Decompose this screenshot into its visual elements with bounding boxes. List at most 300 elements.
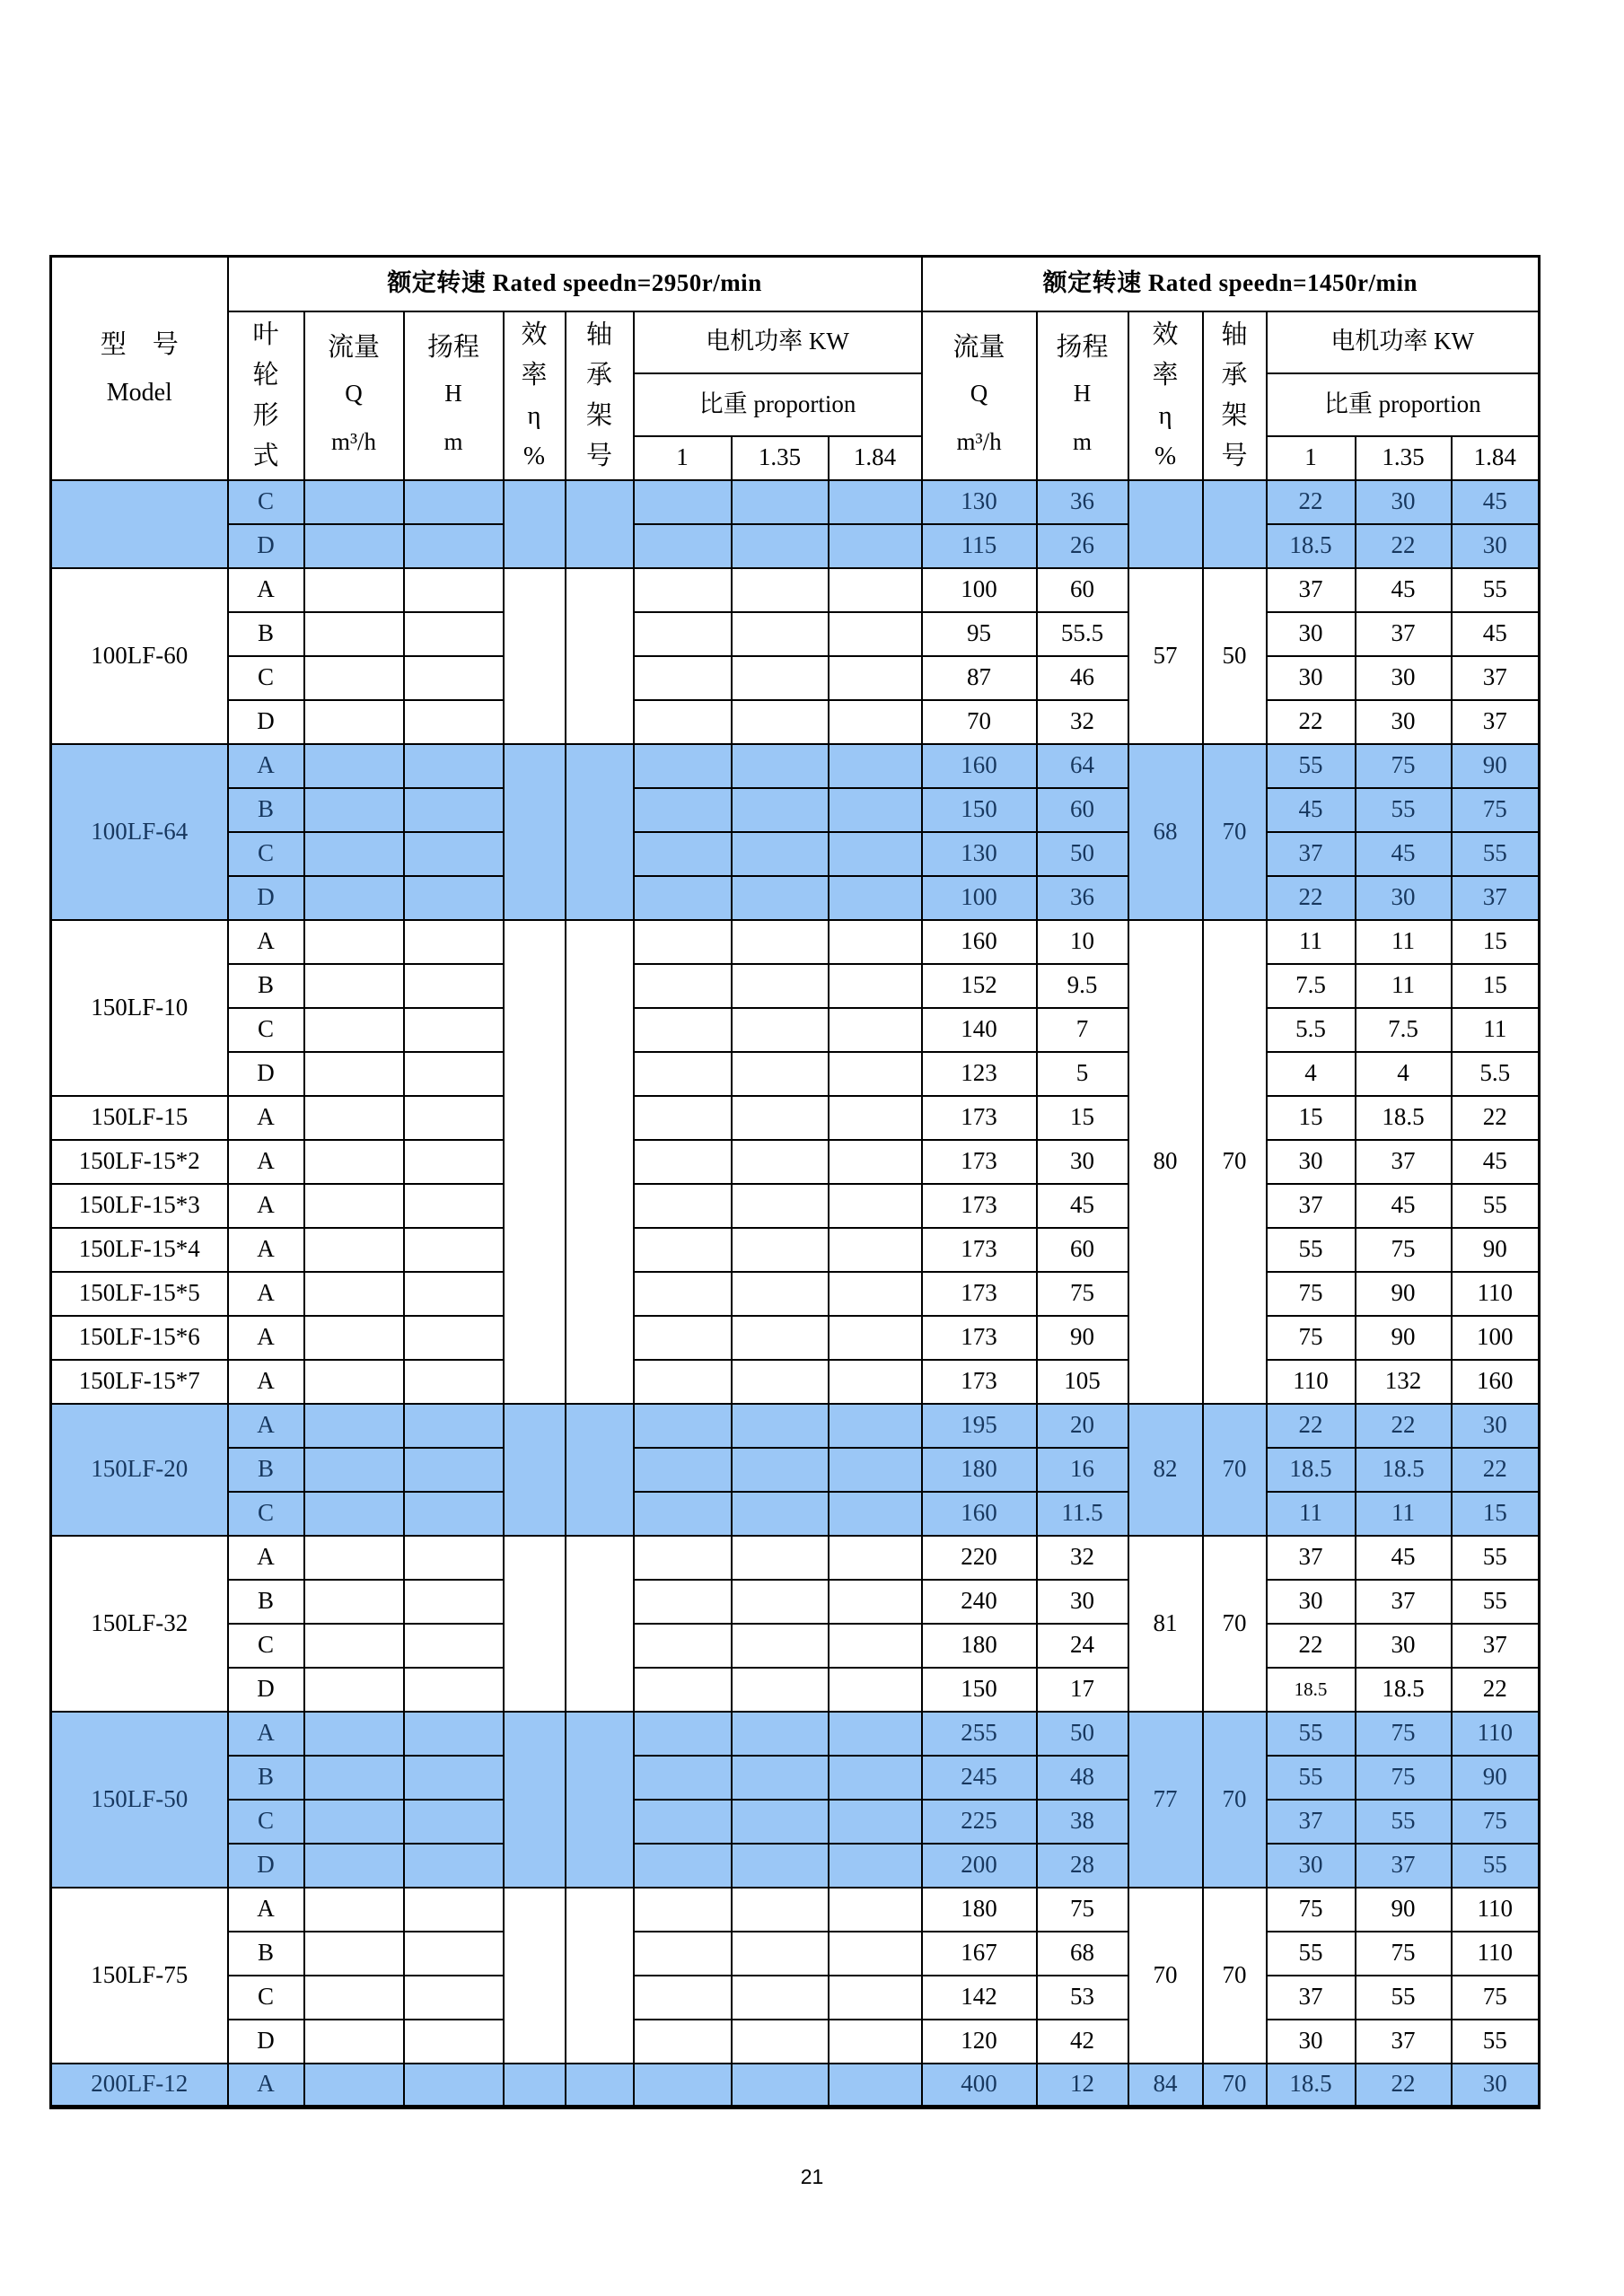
flow-2950-header: [304, 311, 404, 480]
flow-2950-cell: [304, 1008, 404, 1052]
flow-1450-cell: 150: [922, 788, 1037, 832]
power-135-2950-cell: [732, 1580, 829, 1624]
power-184-2950-cell: [829, 656, 922, 700]
flow-1450-cell: 95: [922, 612, 1037, 656]
power-184-1450-cell: 37: [1452, 876, 1540, 920]
power-1-1450-cell: 11: [1267, 1492, 1356, 1536]
power-184-1450-cell: 37: [1452, 656, 1540, 700]
power-135-2950-cell: [732, 2064, 829, 2108]
impeller-cell: C: [228, 1800, 304, 1844]
flow-cn-label: 流量: [952, 332, 1005, 362]
power-1-2950-cell: [634, 1184, 732, 1228]
power-1-1450-cell: 37: [1267, 1800, 1356, 1844]
bearing-1450-cell: 70: [1203, 1712, 1267, 1888]
power-135-2950-cell: [732, 1976, 829, 2020]
flow-2950-cell: [304, 1580, 404, 1624]
flow-1450-cell: 160: [922, 744, 1037, 788]
flow-1450-cell: 255: [922, 1712, 1037, 1756]
power-135-1450-cell: 37: [1356, 1844, 1452, 1888]
power-184-2950-cell: [829, 832, 922, 876]
head-1450-cell: 48: [1037, 1756, 1128, 1800]
power-184-2950-cell: [829, 1844, 922, 1888]
power-1-2950-cell: [634, 1404, 732, 1448]
impeller-cell: D: [228, 2020, 304, 2064]
power-135-1450-cell: 90: [1356, 1888, 1452, 1932]
power-1-2950-cell: [634, 524, 732, 568]
head-2950-cell: [404, 2064, 504, 2108]
flow-1450-cell: 240: [922, 1580, 1037, 1624]
efficiency-1450-cell: 80: [1128, 920, 1203, 1404]
table-row: [51, 1008, 1540, 1052]
table-row: [51, 1228, 1540, 1272]
table-row: [51, 2020, 1540, 2064]
power-135-2950-cell: [732, 524, 829, 568]
head-2950-cell: [404, 964, 504, 1008]
bearing-2950-cell: [566, 920, 634, 1404]
power-184-1450-cell: 45: [1452, 480, 1540, 524]
rated-speed-1450-header: 额定转速 Rated speedn=1450r/min: [922, 257, 1540, 311]
efficiency-2950-cell: [504, 744, 566, 920]
power-184-2950-cell: [829, 876, 922, 920]
power-1-2950-cell: [634, 1580, 732, 1624]
table-row: [51, 1316, 1540, 1360]
flow-1450-cell: 140: [922, 1008, 1037, 1052]
head-2950-cell: [404, 656, 504, 700]
power-184-1450-cell: 11: [1452, 1008, 1540, 1052]
impeller-cell: C: [228, 480, 304, 524]
efficiency-1450-cell: 57: [1128, 568, 1203, 744]
flow-1450-cell: 173: [922, 1360, 1037, 1404]
flow-2950-cell: [304, 1360, 404, 1404]
power-184-2950-cell: [829, 568, 922, 612]
ratio-135-2950-header: 1.35: [732, 436, 829, 480]
model-cell: 150LF-15*2: [51, 1140, 228, 1184]
flow-2950-cell: [304, 1888, 404, 1932]
power-1-1450-cell: 7.5: [1267, 964, 1356, 1008]
impeller-cell: A: [228, 1096, 304, 1140]
head-2950-cell: [404, 1404, 504, 1448]
table-row: [51, 1932, 1540, 1976]
impeller-cell: B: [228, 1448, 304, 1492]
power-1-1450-cell: 30: [1267, 656, 1356, 700]
bearing-1450-cell: 70: [1203, 920, 1267, 1404]
power-135-2950-cell: [732, 744, 829, 788]
flow-2950-cell: [304, 612, 404, 656]
power-1-2950-cell: [634, 832, 732, 876]
power-1-1450-cell: 75: [1267, 1272, 1356, 1316]
power-135-2950-cell: [732, 832, 829, 876]
head-1450-cell: 75: [1037, 1888, 1128, 1932]
head-2950-cell: [404, 1140, 504, 1184]
power-184-1450-cell: 90: [1452, 1228, 1540, 1272]
power-184-1450-cell: 110: [1452, 1272, 1540, 1316]
power-184-2950-cell: [829, 612, 922, 656]
power-184-1450-cell: 75: [1452, 1976, 1540, 2020]
flow-2950-cell: [304, 1976, 404, 2020]
flow-1450-cell: 180: [922, 1888, 1037, 1932]
power-1-2950-cell: [634, 1888, 732, 1932]
power-135-2950-cell: [732, 1492, 829, 1536]
impeller-cell: C: [228, 1492, 304, 1536]
power-135-1450-cell: 22: [1356, 524, 1452, 568]
bearing-2950-cell: [566, 480, 634, 568]
table-row: [51, 832, 1540, 876]
power-184-2950-cell: [829, 1052, 922, 1096]
flow-1450-cell: 200: [922, 1844, 1037, 1888]
head-2950-cell: [404, 1932, 504, 1976]
power-1-2950-cell: [634, 1052, 732, 1096]
power-135-1450-cell: 37: [1356, 1580, 1452, 1624]
head-2950-cell: [404, 832, 504, 876]
flow-1450-cell: 100: [922, 568, 1037, 612]
power-184-2950-cell: [829, 1184, 922, 1228]
head-1450-cell: 36: [1037, 480, 1128, 524]
power-1-2950-cell: [634, 1800, 732, 1844]
power-135-1450-cell: 45: [1356, 568, 1452, 612]
model-cell: 200LF-12: [51, 2064, 228, 2108]
power-184-1450-cell: 45: [1452, 1140, 1540, 1184]
power-135-1450-cell: 37: [1356, 612, 1452, 656]
efficiency-2950-cell: [504, 1536, 566, 1712]
ratio-184-2950-header: 1.84: [829, 436, 922, 480]
power-184-2950-cell: [829, 744, 922, 788]
power-135-2950-cell: [732, 1096, 829, 1140]
impeller-cell: D: [228, 700, 304, 744]
flow-2950-cell: [304, 1536, 404, 1580]
power-135-1450-cell: 30: [1356, 656, 1452, 700]
power-184-1450-cell: 55: [1452, 1184, 1540, 1228]
bearing-2950-cell: [566, 1888, 634, 2064]
flow-1450-cell: 130: [922, 832, 1037, 876]
power-135-2950-cell: [732, 1272, 829, 1316]
model-column-header: [51, 257, 228, 480]
power-135-1450-cell: 22: [1356, 2064, 1452, 2108]
flow-2950-cell: [304, 1448, 404, 1492]
power-1-2950-cell: [634, 964, 732, 1008]
power-184-1450-cell: 45: [1452, 612, 1540, 656]
table-row: [51, 1272, 1540, 1316]
flow-2950-cell: [304, 480, 404, 524]
table-row: [51, 612, 1540, 656]
power-135-2950-cell: [732, 1448, 829, 1492]
table-row: [51, 1096, 1540, 1140]
power-135-2950-cell: [732, 1360, 829, 1404]
head-2950-cell: [404, 480, 504, 524]
power-1-2950-cell: [634, 1448, 732, 1492]
impeller-cell: D: [228, 1668, 304, 1712]
flow-2950-cell: [304, 1184, 404, 1228]
power-184-1450-cell: 30: [1452, 2064, 1540, 2108]
power-1-1450-cell: 55: [1267, 1756, 1356, 1800]
head-1450-cell: 53: [1037, 1976, 1128, 2020]
power-1-1450-cell: 55: [1267, 1712, 1356, 1756]
impeller-cell: A: [228, 2064, 304, 2108]
bearing-2950-cell: [566, 1536, 634, 1712]
impeller-cell: A: [228, 1140, 304, 1184]
table-row: [51, 1668, 1540, 1712]
head-1450-cell: 16: [1037, 1448, 1128, 1492]
power-184-2950-cell: [829, 1228, 922, 1272]
power-1-2950-cell: [634, 2020, 732, 2064]
head-2950-cell: [404, 1844, 504, 1888]
efficiency-2950-cell: [504, 568, 566, 744]
power-135-1450-cell: 37: [1356, 2020, 1452, 2064]
power-1-1450-cell: 22: [1267, 700, 1356, 744]
power-184-2950-cell: [829, 1536, 922, 1580]
power-1-1450-cell: 15: [1267, 1096, 1356, 1140]
flow-1450-cell: 225: [922, 1800, 1037, 1844]
flow-1450-cell: 400: [922, 2064, 1037, 2108]
model-cell: 150LF-15*7: [51, 1360, 228, 1404]
flow-1450-cell: 195: [922, 1404, 1037, 1448]
power-135-1450-cell: 7.5: [1356, 1008, 1452, 1052]
head-1450-cell: 60: [1037, 1228, 1128, 1272]
power-184-2950-cell: [829, 1624, 922, 1668]
power-184-1450-cell: 110: [1452, 1888, 1540, 1932]
impeller-cell: B: [228, 612, 304, 656]
impeller-cell: C: [228, 1624, 304, 1668]
head-2950-header: [404, 311, 504, 480]
table-row: [51, 1140, 1540, 1184]
flow-1450-cell: 167: [922, 1932, 1037, 1976]
power-184-2950-cell: [829, 1492, 922, 1536]
model-cell: 100LF-64: [51, 744, 228, 920]
head-2950-cell: [404, 1008, 504, 1052]
head-2950-cell: [404, 1316, 504, 1360]
power-135-1450-cell: 11: [1356, 920, 1452, 964]
power-1-1450-cell: 22: [1267, 480, 1356, 524]
head-1450-cell: 55.5: [1037, 612, 1128, 656]
power-184-2950-cell: [829, 2064, 922, 2108]
bearing-2950-header: 轴 承 架 号: [566, 311, 634, 480]
flow-1450-cell: 173: [922, 1096, 1037, 1140]
head-2950-cell: [404, 1184, 504, 1228]
power-184-2950-cell: [829, 964, 922, 1008]
table-row: [51, 788, 1540, 832]
model-cell: 150LF-10: [51, 920, 228, 1096]
model-cell: 150LF-15*5: [51, 1272, 228, 1316]
head-1450-header: [1037, 311, 1128, 480]
flow-2950-cell: [304, 876, 404, 920]
bearing-1450-header: 轴 承 架 号: [1203, 311, 1267, 480]
power-135-2950-cell: [732, 700, 829, 744]
power-1-2950-cell: [634, 2064, 732, 2108]
power-1-2950-cell: [634, 1492, 732, 1536]
table-row: [51, 1756, 1540, 1800]
bearing-1450-cell: 70: [1203, 1888, 1267, 2064]
power-1-1450-cell: 18.5: [1267, 2064, 1356, 2108]
head-1450-cell: 45: [1037, 1184, 1128, 1228]
power-184-2950-cell: [829, 1712, 922, 1756]
efficiency-1450-cell: 81: [1128, 1536, 1203, 1712]
head-2950-cell: [404, 1228, 504, 1272]
power-1-1450-cell: 18.5: [1267, 1668, 1356, 1712]
head-2950-cell: [404, 1096, 504, 1140]
power-1-2950-cell: [634, 1272, 732, 1316]
power-135-1450-cell: 30: [1356, 700, 1452, 744]
power-135-1450-cell: 132: [1356, 1360, 1452, 1404]
impeller-cell: B: [228, 1756, 304, 1800]
table-row: [51, 1360, 1540, 1404]
power-1-1450-cell: 75: [1267, 1888, 1356, 1932]
power-1-2950-cell: [634, 1844, 732, 1888]
power-1-1450-cell: 110: [1267, 1360, 1356, 1404]
power-135-2950-cell: [732, 1184, 829, 1228]
power-1-1450-cell: 5.5: [1267, 1008, 1356, 1052]
model-cell: 150LF-15: [51, 1096, 228, 1140]
power-184-1450-cell: 22: [1452, 1448, 1540, 1492]
model-cell: 150LF-20: [51, 1404, 228, 1536]
power-1-1450-cell: 30: [1267, 612, 1356, 656]
table-row: [51, 1580, 1540, 1624]
flow-1450-cell: 160: [922, 920, 1037, 964]
power-184-2950-cell: [829, 700, 922, 744]
flow-2950-cell: [304, 1932, 404, 1976]
table-row: [51, 1184, 1540, 1228]
power-135-1450-cell: 45: [1356, 1184, 1452, 1228]
power-1-1450-cell: 55: [1267, 744, 1356, 788]
impeller-cell: B: [228, 964, 304, 1008]
power-184-1450-cell: 90: [1452, 1756, 1540, 1800]
power-184-1450-cell: 55: [1452, 1844, 1540, 1888]
power-1-1450-cell: 30: [1267, 1140, 1356, 1184]
flow-symbol-label: Q: [345, 379, 363, 407]
power-135-2950-cell: [732, 788, 829, 832]
power-184-1450-cell: 30: [1452, 1404, 1540, 1448]
power-135-1450-cell: 55: [1356, 1800, 1452, 1844]
flow-unit-label: m³/h: [956, 427, 1002, 455]
power-135-2950-cell: [732, 480, 829, 524]
power-135-1450-cell: 37: [1356, 1140, 1452, 1184]
impeller-cell: C: [228, 1008, 304, 1052]
power-184-1450-cell: 5.5: [1452, 1052, 1540, 1096]
proportion-1450-header: 比重 proportion: [1267, 373, 1540, 436]
bearing-2950-cell: [566, 744, 634, 920]
model-cell: [51, 480, 228, 568]
head-2950-cell: [404, 1272, 504, 1316]
power-184-1450-cell: 110: [1452, 1932, 1540, 1976]
impeller-cell: D: [228, 1844, 304, 1888]
efficiency-2950-cell: [504, 1712, 566, 1888]
power-1-1450-cell: 75: [1267, 1316, 1356, 1360]
power-135-1450-cell: 75: [1356, 1228, 1452, 1272]
table-row: [51, 2064, 1540, 2108]
head-2950-cell: [404, 1712, 504, 1756]
flow-2950-cell: [304, 788, 404, 832]
power-135-2950-cell: [732, 1140, 829, 1184]
impeller-cell: A: [228, 1228, 304, 1272]
rated-speed-2950-header: 额定转速 Rated speedn=2950r/min: [228, 257, 922, 311]
power-1-2950-cell: [634, 568, 732, 612]
head-2950-cell: [404, 876, 504, 920]
power-184-2950-cell: [829, 1888, 922, 1932]
power-135-2950-cell: [732, 1228, 829, 1272]
efficiency-2950-cell: [504, 1888, 566, 2064]
power-135-1450-cell: 22: [1356, 1404, 1452, 1448]
head-2950-cell: [404, 700, 504, 744]
table-row: [51, 1976, 1540, 2020]
power-184-1450-cell: 55: [1452, 568, 1540, 612]
power-184-1450-cell: 110: [1452, 1712, 1540, 1756]
head-1450-cell: 75: [1037, 1272, 1128, 1316]
power-135-2950-cell: [732, 1712, 829, 1756]
power-184-2950-cell: [829, 480, 922, 524]
pump-spec-table: [49, 255, 1541, 2109]
flow-1450-cell: 130: [922, 480, 1037, 524]
flow-2950-cell: [304, 1800, 404, 1844]
head-2950-cell: [404, 568, 504, 612]
impeller-cell: A: [228, 920, 304, 964]
power-135-2950-cell: [732, 920, 829, 964]
efficiency-1450-cell: 82: [1128, 1404, 1203, 1536]
head-2950-cell: [404, 1668, 504, 1712]
power-135-2950-cell: [732, 1888, 829, 1932]
ratio-184-1450-header: 1.84: [1452, 436, 1540, 480]
table-row: [51, 1712, 1540, 1756]
table-body: [51, 480, 1540, 2108]
flow-2950-cell: [304, 832, 404, 876]
head-2950-cell: [404, 1360, 504, 1404]
ratio-1-1450-header: 1: [1267, 436, 1356, 480]
head-1450-cell: 105: [1037, 1360, 1128, 1404]
head-2950-cell: [404, 1492, 504, 1536]
power-184-2950-cell: [829, 1580, 922, 1624]
impeller-cell: A: [228, 1536, 304, 1580]
head-1450-cell: 42: [1037, 2020, 1128, 2064]
head-1450-cell: 32: [1037, 1536, 1128, 1580]
impeller-cell: B: [228, 788, 304, 832]
flow-2950-cell: [304, 2064, 404, 2108]
proportion-2950-header: 比重 proportion: [634, 373, 922, 436]
power-1-2950-cell: [634, 1932, 732, 1976]
power-135-1450-cell: 75: [1356, 1756, 1452, 1800]
impeller-type-header: 叶 轮 形 式: [228, 311, 304, 480]
flow-1450-cell: 152: [922, 964, 1037, 1008]
table-row: [51, 1536, 1540, 1580]
power-135-2950-cell: [732, 1624, 829, 1668]
model-cell: 150LF-15*6: [51, 1316, 228, 1360]
flow-2950-cell: [304, 1316, 404, 1360]
power-135-2950-cell: [732, 656, 829, 700]
flow-1450-cell: 120: [922, 2020, 1037, 2064]
power-184-1450-cell: 37: [1452, 1624, 1540, 1668]
head-unit-label: m: [1073, 427, 1093, 455]
table-row: [51, 568, 1540, 612]
bearing-2950-cell: [566, 568, 634, 744]
power-1-1450-cell: 55: [1267, 1932, 1356, 1976]
power-135-1450-cell: 11: [1356, 1492, 1452, 1536]
head-2950-cell: [404, 1888, 504, 1932]
power-135-1450-cell: 18.5: [1356, 1668, 1452, 1712]
head-2950-cell: [404, 1756, 504, 1800]
flow-1450-cell: 173: [922, 1272, 1037, 1316]
flow-2950-cell: [304, 1052, 404, 1096]
impeller-cell: A: [228, 1360, 304, 1404]
bearing-1450-cell: 50: [1203, 568, 1267, 744]
power-135-1450-cell: 75: [1356, 1932, 1452, 1976]
impeller-cell: A: [228, 744, 304, 788]
power-1-1450-cell: 22: [1267, 876, 1356, 920]
table-row: [51, 1844, 1540, 1888]
power-184-1450-cell: 30: [1452, 524, 1540, 568]
flow-1450-cell: 100: [922, 876, 1037, 920]
efficiency-2950-cell: [504, 480, 566, 568]
model-cell: 150LF-75: [51, 1888, 228, 2064]
head-1450-cell: 50: [1037, 1712, 1128, 1756]
efficiency-1450-header: 效 率 η %: [1128, 311, 1203, 480]
power-135-1450-cell: 30: [1356, 1624, 1452, 1668]
head-1450-cell: 30: [1037, 1140, 1128, 1184]
